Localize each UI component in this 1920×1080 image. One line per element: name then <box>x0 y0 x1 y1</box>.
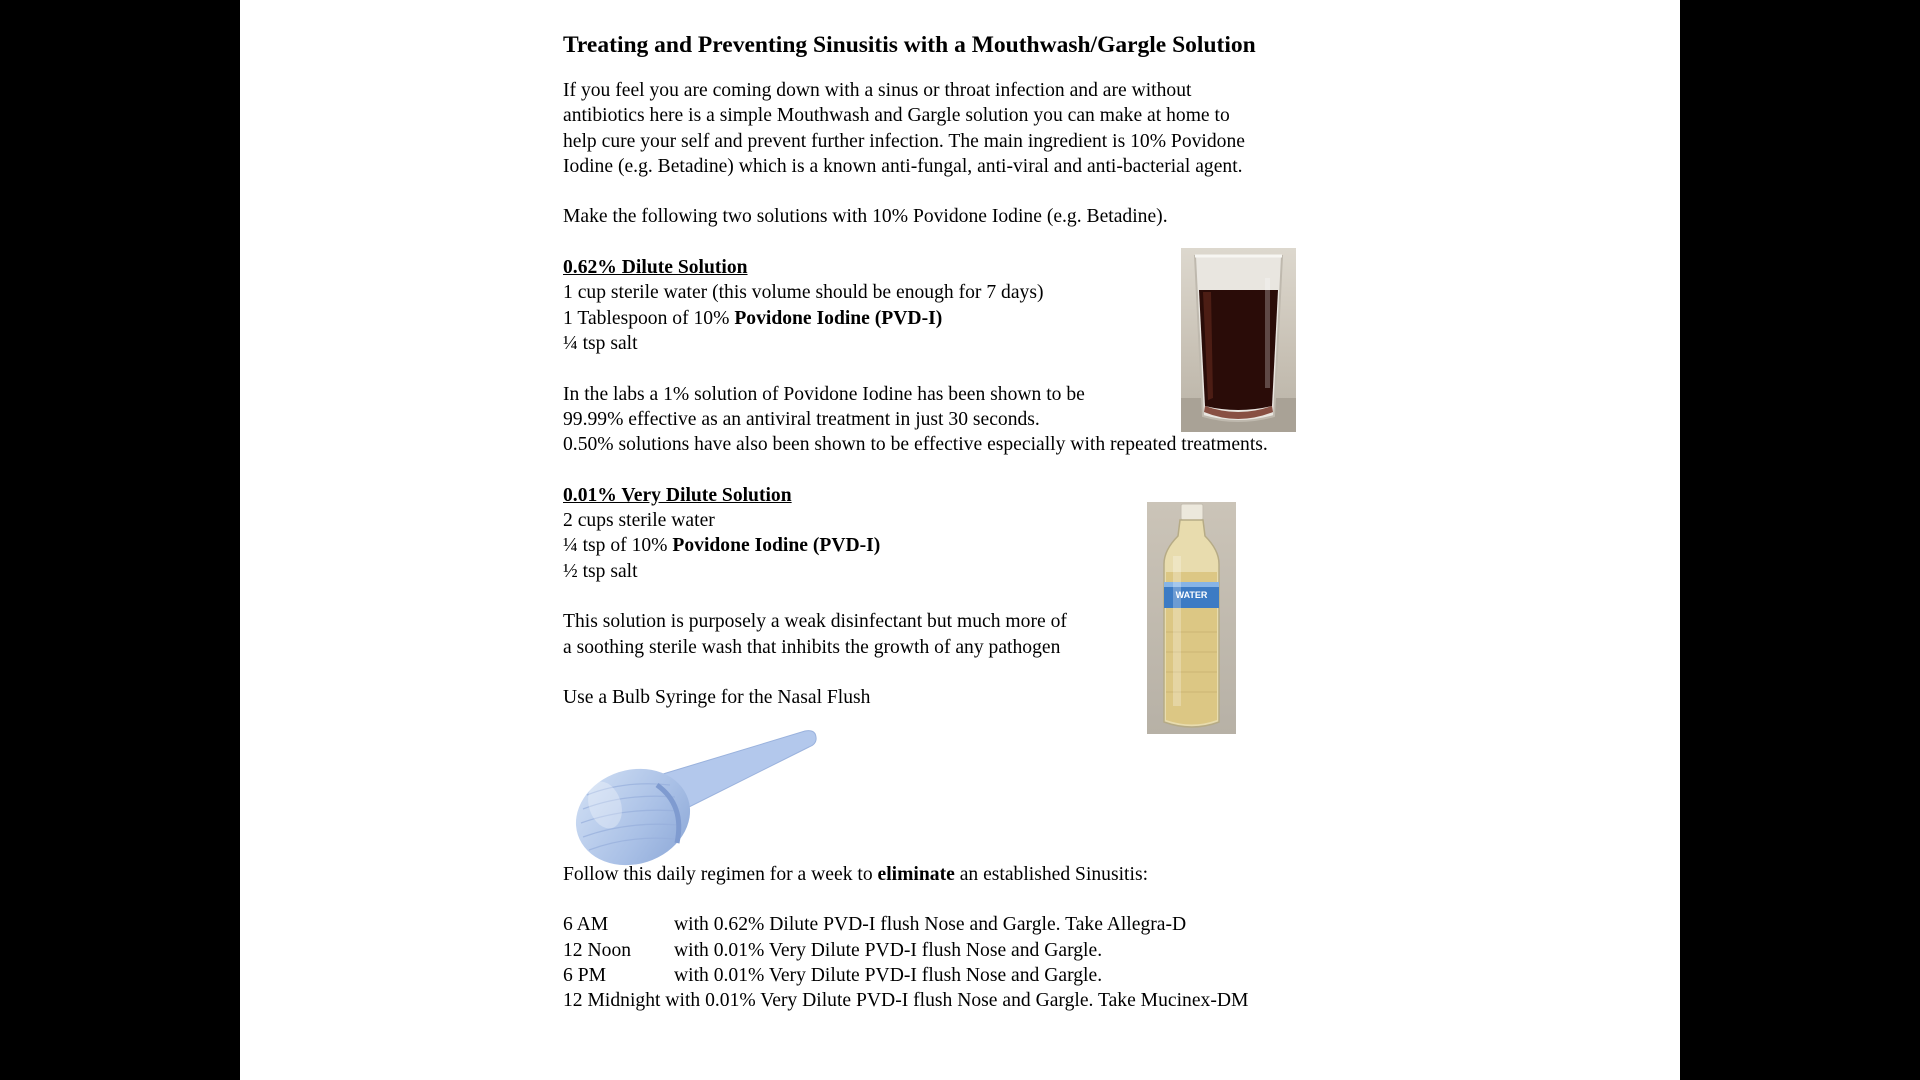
dilute-note-line: 99.99% effective as an antiviral treatment in just 30 seconds. <box>563 408 1040 430</box>
spacer <box>563 584 1443 609</box>
dilute-iodine-line <box>563 308 942 329</box>
intro-line: If you feel you are coming down with a sinus or throat infection and are without <box>563 80 1192 101</box>
spacer <box>563 356 1443 381</box>
dilute-iodine-bold: Povidone Iodine (PVD-I) <box>734 307 943 329</box>
schedule-row <box>563 963 1443 988</box>
intro-line: help cure your self and prevent further infection. The main ingredient is 10% Povidone <box>563 130 1245 152</box>
very-dilute-water-line: 2 cups sterile water <box>563 510 715 532</box>
spacer <box>563 887 1443 912</box>
very-dilute-note-line: This solution is purposely a weak disinfectant but much more of <box>563 611 1067 633</box>
document-title: Treating and Preventing Sinusitis with a Mouthwash/Gargle Solution <box>563 32 1256 58</box>
dilute-iodine-prefix: 1 Tablespoon of 10% <box>563 307 735 329</box>
regimen-suffix: an established Sinusitis: <box>954 863 1149 885</box>
schedule-list <box>563 912 1443 1013</box>
intro-paragraph <box>563 78 1443 179</box>
schedule-time: 12 Noon <box>563 939 632 961</box>
dilute-solution-section <box>563 255 1443 356</box>
bulb-syringe-icon <box>565 725 825 870</box>
make-solutions-line: Make the following two solutions with 10% Povidone Iodine (e.g. Betadine). <box>563 206 1168 228</box>
schedule-row <box>563 988 1443 1013</box>
very-dilute-note-line: a soothing sterile wash that inhibits the growth of any pathogen <box>563 636 1061 658</box>
very-dilute-notes <box>563 609 1443 660</box>
very-dilute-iodine-prefix: ¼ tsp of 10% <box>563 535 673 557</box>
schedule-row <box>563 912 1443 937</box>
spacer <box>563 660 1443 685</box>
dilute-note-line: 0.50% solutions have also been shown to be effective especially with repeated treatments. <box>563 434 1268 456</box>
very-dilute-iodine-line <box>563 535 880 556</box>
glass-of-iodine-photo <box>1181 248 1296 432</box>
bulb-syringe-line: Use a Bulb Syringe for the Nasal Flush <box>563 687 871 709</box>
water-bottle-photo <box>1147 502 1236 734</box>
spacer <box>563 179 1443 204</box>
spacer <box>563 457 1443 482</box>
very-dilute-salt-line: ½ tsp salt <box>563 560 638 582</box>
schedule-time: 12 Midnight <box>563 990 661 1012</box>
very-dilute-solution-heading: 0.01% Very Dilute Solution <box>563 484 792 506</box>
regimen-bold: eliminate <box>877 863 955 885</box>
spacer <box>563 230 1443 255</box>
dilute-note-line: In the labs a 1% solution of Povidone Iodine has been shown to be <box>563 383 1085 405</box>
regimen-prefix: Follow this daily regimen for a week to <box>563 863 878 885</box>
dilute-water-line: 1 cup sterile water (this volume should be enough for 7 days) <box>563 282 1044 304</box>
schedule-time: 6 PM <box>563 964 607 986</box>
schedule-time: 6 AM <box>563 914 609 936</box>
dilute-salt-line: ¼ tsp salt <box>563 332 638 354</box>
schedule-row <box>563 938 1443 963</box>
dilute-solution-heading: 0.62% Dilute Solution <box>563 257 748 279</box>
very-dilute-solution-section <box>563 483 1443 584</box>
document-page <box>240 0 1680 1080</box>
very-dilute-iodine-bold: Povidone Iodine (PVD-I) <box>672 535 881 557</box>
schedule-instruction: with 0.01% Very Dilute PVD-I flush Nose and Gargle. <box>674 964 1103 986</box>
bulb-syringe-illustration <box>565 725 825 870</box>
glass-illustration <box>1181 248 1296 432</box>
schedule-instruction: with 0.01% Very Dilute PVD-I flush Nose and Gargle. Take Mucinex-DM <box>665 990 1249 1012</box>
dilute-notes <box>563 382 1443 458</box>
bottle-illustration <box>1147 502 1236 734</box>
spacer <box>563 63 1443 78</box>
intro-line: Iodine (e.g. Betadine) which is a known anti-fungal, anti-viral and anti-bacterial agent. <box>563 155 1243 177</box>
schedule-instruction: with 0.62% Dilute PVD-I flush Nose and Gargle. Take Allegra-D <box>674 914 1187 936</box>
intro-line: antibiotics here is a simple Mouthwash and Gargle solution you can make at home to <box>563 105 1230 127</box>
bottle-label-text: WATER <box>1175 590 1208 600</box>
schedule-instruction: with 0.01% Very Dilute PVD-I flush Nose and Gargle. <box>674 939 1103 961</box>
